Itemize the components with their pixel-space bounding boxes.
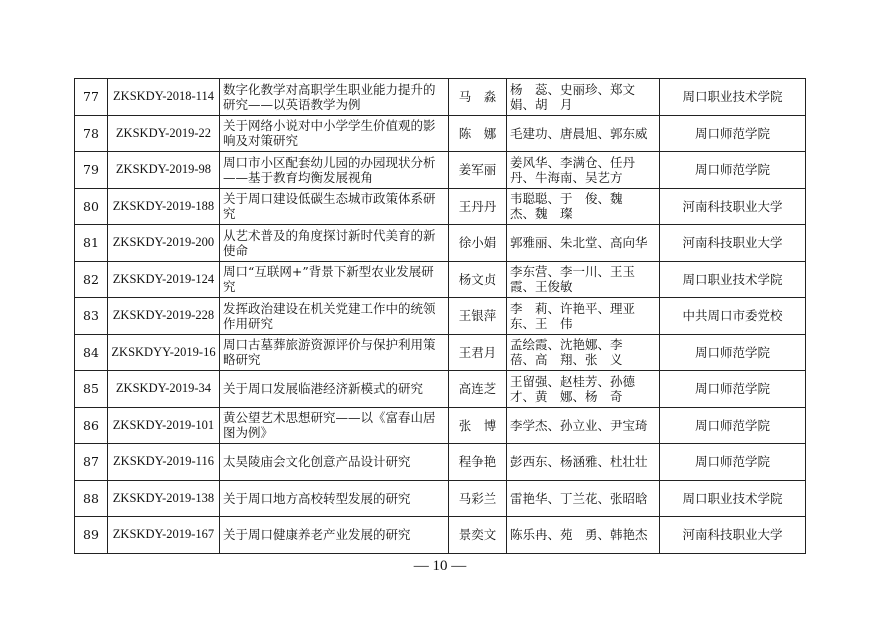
project-unit: 河南科技职业大学: [660, 188, 806, 225]
project-members: 彭西东、杨涵雅、杜壮壮: [507, 444, 660, 481]
project-title: 关于周口建设低碳生态城市政策体系研究: [220, 188, 449, 225]
project-members: 王留强、赵桂芳、孙德才、黄 娜、杨 奇: [507, 371, 660, 408]
table-row: [75, 79, 806, 116]
project-code: ZKSKDY-2019-200: [108, 225, 220, 262]
project-members: 毛建功、唐晨旭、郭东威: [507, 115, 660, 152]
project-leader: 陈 娜: [449, 115, 507, 152]
project-members: 杨 蕊、史丽珍、郑文娟、胡 月: [507, 79, 660, 116]
row-number: 88: [75, 480, 108, 517]
project-members: 姜风华、李满仓、任丹丹、牛海南、吴艺方: [507, 152, 660, 189]
project-unit: 周口师范学院: [660, 407, 806, 444]
project-code: ZKSKDYY-2019-16: [108, 334, 220, 371]
row-number: 89: [75, 517, 108, 554]
row-number: 83: [75, 298, 108, 335]
table-row: [75, 298, 806, 335]
project-members: 孟绘霞、沈艳娜、李 蓓、高 翔、张 义: [507, 334, 660, 371]
table-row: [75, 371, 806, 408]
project-leader: 马 淼: [449, 79, 507, 116]
project-code: ZKSKDY-2019-124: [108, 261, 220, 298]
table-row: [75, 517, 806, 554]
page-number: — 10 —: [413, 558, 467, 574]
table-row: [75, 225, 806, 262]
project-code: ZKSKDY-2019-34: [108, 371, 220, 408]
table-row: [75, 480, 806, 517]
project-code: ZKSKDY-2019-188: [108, 188, 220, 225]
project-title: 发挥政治建设在机关党建工作中的统领作用研究: [220, 298, 449, 335]
row-number: 86: [75, 407, 108, 444]
table-row: [75, 407, 806, 444]
row-number: 82: [75, 261, 108, 298]
project-members: 陈乐冉、苑 勇、韩艳杰: [507, 517, 660, 554]
project-unit: 河南科技职业大学: [660, 225, 806, 262]
project-title: 从艺术普及的角度探讨新时代美育的新使命: [220, 225, 449, 262]
project-leader: 杨文贞: [449, 261, 507, 298]
project-unit: 周口职业技术学院: [660, 79, 806, 116]
table-row: [75, 334, 806, 371]
project-code: ZKSKDY-2019-98: [108, 152, 220, 189]
project-code: ZKSKDY-2019-101: [108, 407, 220, 444]
project-code: ZKSKDY-2019-116: [108, 444, 220, 481]
project-table-body: [75, 79, 806, 554]
project-members: 李学杰、孙立业、尹宝琦: [507, 407, 660, 444]
project-leader: 王银萍: [449, 298, 507, 335]
project-code: ZKSKDY-2018-114: [108, 79, 220, 116]
table-row: [75, 115, 806, 152]
project-leader: 王君月: [449, 334, 507, 371]
row-number: 79: [75, 152, 108, 189]
row-number: 80: [75, 188, 108, 225]
project-leader: 徐小娟: [449, 225, 507, 262]
project-members: 郭雅丽、朱北堂、高向华: [507, 225, 660, 262]
row-number: 87: [75, 444, 108, 481]
project-title: 关于周口健康养老产业发展的研究: [220, 517, 449, 554]
project-members: 李 莉、许艳平、理亚东、王 伟: [507, 298, 660, 335]
project-code: ZKSKDY-2019-22: [108, 115, 220, 152]
project-unit: 周口师范学院: [660, 152, 806, 189]
project-title: 关于周口发展临港经济新模式的研究: [220, 371, 449, 408]
project-title: 周口“互联网+”背景下新型农业发展研究: [220, 261, 449, 298]
project-unit: 周口职业技术学院: [660, 480, 806, 517]
table-row: [75, 152, 806, 189]
project-members: 韦聪聪、于 俊、魏 杰、魏 璨: [507, 188, 660, 225]
row-number: 77: [75, 79, 108, 116]
project-leader: 王丹丹: [449, 188, 507, 225]
table-row: [75, 261, 806, 298]
project-members: 李东营、李一川、王玉霞、王俊敏: [507, 261, 660, 298]
project-code: ZKSKDY-2019-167: [108, 517, 220, 554]
project-unit: 周口师范学院: [660, 371, 806, 408]
project-unit: 中共周口市委党校: [660, 298, 806, 335]
project-unit: 河南科技职业大学: [660, 517, 806, 554]
project-leader: 张 博: [449, 407, 507, 444]
project-title: 关于周口地方高校转型发展的研究: [220, 480, 449, 517]
project-leader: 姜军丽: [449, 152, 507, 189]
project-leader: 马彩兰: [449, 480, 507, 517]
project-title: 数字化教学对高职学生职业能力提升的研究——以英语教学为例: [220, 79, 449, 116]
project-title: 太昊陵庙会文化创意产品设计研究: [220, 444, 449, 481]
project-leader: 高连芝: [449, 371, 507, 408]
project-unit: 周口师范学院: [660, 115, 806, 152]
project-unit: 周口师范学院: [660, 444, 806, 481]
project-title: 关于网络小说对中小学学生价值观的影响及对策研究: [220, 115, 449, 152]
row-number: 81: [75, 225, 108, 262]
project-unit: 周口师范学院: [660, 334, 806, 371]
project-title: 黄公望艺术思想研究——以《富春山居图为例》: [220, 407, 449, 444]
project-title: 周口古墓葬旅游资源评价与保护利用策略研究: [220, 334, 449, 371]
row-number: 84: [75, 334, 108, 371]
table-row: [75, 444, 806, 481]
project-code: ZKSKDY-2019-228: [108, 298, 220, 335]
table-row: [75, 188, 806, 225]
project-leader: 景奕文: [449, 517, 507, 554]
project-title: 周口市小区配套幼儿园的办园现状分析——基于教育均衡发展视角: [220, 152, 449, 189]
row-number: 85: [75, 371, 108, 408]
project-members: 雷艳华、丁兰花、张昭晗: [507, 480, 660, 517]
project-leader: 程争艳: [449, 444, 507, 481]
project-unit: 周口职业技术学院: [660, 261, 806, 298]
project-table: [74, 78, 806, 554]
project-code: ZKSKDY-2019-138: [108, 480, 220, 517]
row-number: 78: [75, 115, 108, 152]
